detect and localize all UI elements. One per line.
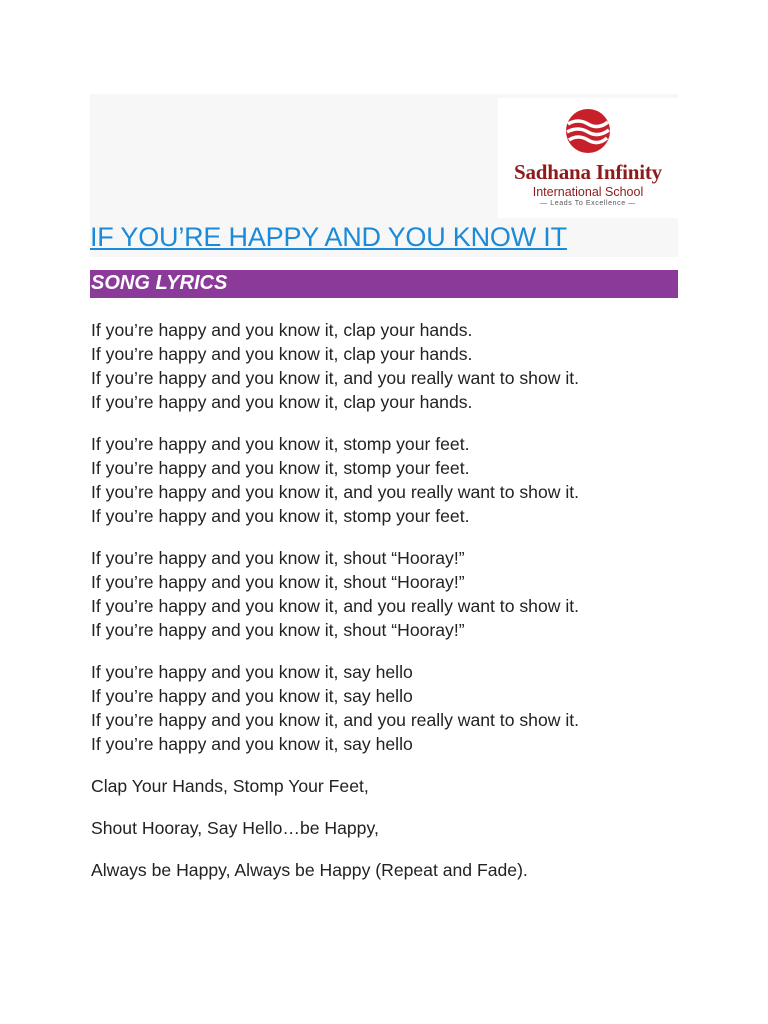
lyric-line: If you’re happy and you know it, say hello xyxy=(91,662,413,682)
song-title[interactable]: IF YOU’RE HAPPY AND YOU KNOW IT xyxy=(90,222,567,252)
lyrics-body xyxy=(91,318,691,900)
lyric-line: If you’re happy and you know it, shout “Hooray!” xyxy=(91,548,465,568)
lyric-line: If you’re happy and you know it, shout “Hooray!” xyxy=(91,620,465,640)
verse-3 xyxy=(91,546,691,642)
section-header-label: SONG LYRICS xyxy=(91,272,228,294)
school-logo xyxy=(498,98,678,218)
verse-4 xyxy=(91,660,691,756)
lyric-line: If you’re happy and you know it, stomp your feet. xyxy=(91,458,470,478)
outro-line: Shout Hooray, Say Hello…be Happy, xyxy=(91,818,379,838)
section-header-bar xyxy=(90,270,678,298)
logo-school-name: Sadhana Infinity xyxy=(514,160,662,184)
lyric-line: If you’re happy and you know it, and you really want to show it. xyxy=(91,482,580,502)
lyric-line: If you’re happy and you know it, clap your hands. xyxy=(91,320,473,340)
logo-tagline: — Leads To Excellence — xyxy=(540,200,636,207)
lyric-line: If you’re happy and you know it, and you really want to show it. xyxy=(91,368,580,388)
lyric-line: If you’re happy and you know it, and you really want to show it. xyxy=(91,710,580,730)
outro-line: Clap Your Hands, Stomp Your Feet, xyxy=(91,776,369,796)
verse-2 xyxy=(91,432,691,528)
lyric-line: If you’re happy and you know it, say hello xyxy=(91,686,413,706)
lyric-line: If you’re happy and you know it, shout “Hooray!” xyxy=(91,572,465,592)
verse-1 xyxy=(91,318,691,414)
lyric-line: If you’re happy and you know it, and you really want to show it. xyxy=(91,596,580,616)
lyric-line: If you’re happy and you know it, clap your hands. xyxy=(91,344,473,364)
lyric-line: If you’re happy and you know it, say hello xyxy=(91,734,413,754)
swirl-emblem-icon xyxy=(563,106,613,156)
lyric-line: If you’re happy and you know it, clap your hands. xyxy=(91,392,473,412)
outro-line: Always be Happy, Always be Happy (Repeat and Fade). xyxy=(91,860,528,880)
logo-school-subtitle: International School xyxy=(532,185,644,199)
lyric-line: If you’re happy and you know it, stomp your feet. xyxy=(91,506,470,526)
lyric-line: If you’re happy and you know it, stomp your feet. xyxy=(91,434,470,454)
